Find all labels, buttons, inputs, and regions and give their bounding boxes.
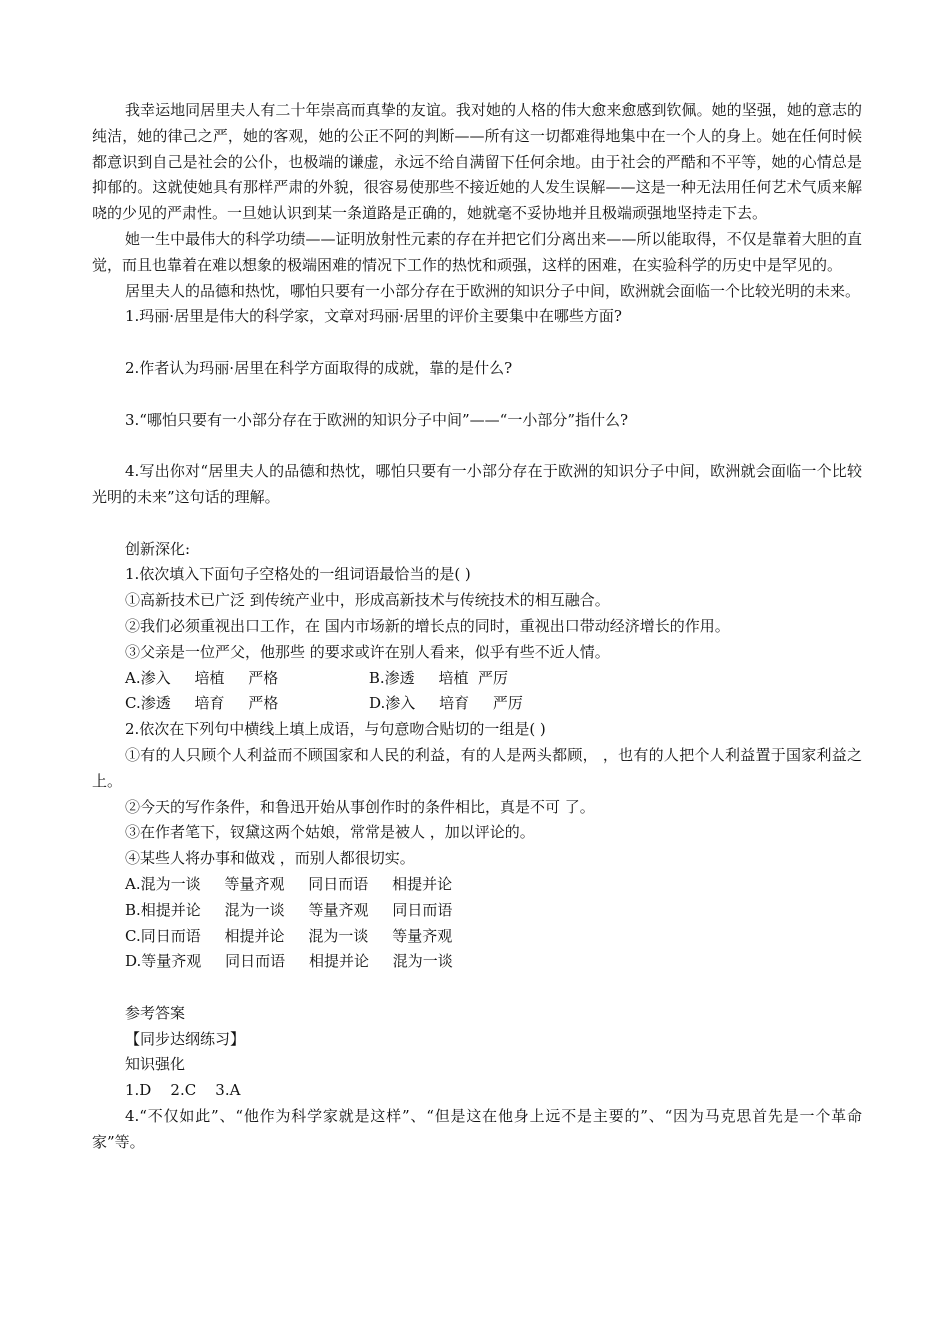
innovation-q1-options-ab: A.渗入 培植 严格 B.渗透 培植 严厉 (125, 668, 509, 687)
question-1: 1.玛丽·居里是伟大的科学家，文章对玛丽·居里的评价主要集中在哪些方面? (125, 307, 622, 326)
innovation-q1-options-cd: C.渗透 培育 严格 D.渗入 培育 严厉 (125, 694, 523, 713)
answers-heading: 参考答案 (125, 1003, 186, 1022)
innovation-q2-stem: 2.依次在下列句中横线上填上成语，与句意吻合贴切的一组是( ) (125, 720, 546, 739)
innovation-q2-item: ④某些人将办事和做戏 ，而别人都很切实。 (125, 849, 415, 868)
answer-space (92, 382, 862, 408)
answers-line-1: 1.D 2.C 3.A (125, 1081, 241, 1100)
innovation-heading: 创新深化: (125, 539, 191, 558)
innovation-q2-item: ①有的人只顾个人利益而不顾国家和人民的利益，有的人是两头都顾， ，也有的人把个人利益置于国家利益之上。 (92, 745, 862, 790)
question-2: 2.作者认为玛丽·居里在科学方面取得的成就，靠的是什么? (125, 358, 513, 377)
innovation-q1-item: ①高新技术已广泛 到传统产业中，形成高新技术与传统技术的相互融合。 (125, 591, 610, 610)
innovation-q1-item: ②我们必须重视出口工作，在 国内市场新的增长点的同时，重视出口带动经济增长的作用。 (125, 616, 730, 635)
innovation-q2-item: ②今天的写作条件，和鲁迅开始从事创作时的条件相比，真是不可 了。 (125, 797, 595, 816)
innovation-q2-option-c: C.同日而语 相提并论 混为一谈 等量齐观 (125, 926, 453, 945)
section-gap (92, 975, 862, 1001)
question-3: 3.“哪怕只要有一小部分存在于欧洲的知识分子中间”——“一小部分”指什么? (125, 410, 629, 429)
passage-paragraph-3: 居里夫人的品德和热忱，哪怕只要有一小部分存在于欧洲的知识分子中间，欧洲就会面临一个比较光明的未来。 (125, 281, 861, 300)
answers-section-title: 【同步达纲练习】 (125, 1029, 246, 1048)
answer-space (92, 433, 862, 459)
innovation-q1-stem: 1.依次填入下面句子空格处的一组词语最恰当的是( ) (125, 565, 471, 584)
section-gap (92, 511, 862, 537)
innovation-q2-option-b: B.相提并论 混为一谈 等量齐观 同日而语 (125, 900, 453, 919)
answers-subheading: 知识强化 (125, 1055, 186, 1074)
passage-paragraph-1: 我幸运地同居里夫人有二十年崇高而真挚的友谊。我对她的人格的伟大愈来愈感到钦佩。她的坚强，她的意志的纯洁，她的律己之严，她的客观，她的公正不阿的判断——所有这一切都难得地集中在一个人的身上。她在任何时候都意识到自己是社会的公仆，也极端的谦虚，永远不给自满留下任何余地。由于社会的严酷和不平等，她的心情总是抑郁的。这就使她具有那样严肃的外貌，很容易使那些不接近她的人发生误解——这是一种无法用任何艺术气质来解哓的少见的严肃性。一旦她认识到某一条道路是正确的，她就毫不妥协地并且极端顽强地坚持走下去。 (92, 101, 862, 223)
answer-space (92, 330, 862, 356)
answers-line-2: 4.“不仅如此”、“他作为科学家就是这样”、“但是这在他身上远不是主要的”、“因为马克思首先是一个革命家”等。 (92, 1107, 862, 1151)
document-body (92, 98, 862, 1156)
innovation-q2-option-d: D.等量齐观 同日而语 相提并论 混为一谈 (125, 952, 453, 971)
innovation-q1-item: ③父亲是一位严父，他那些 的要求或许在别人看来，似乎有些不近人情。 (125, 642, 610, 661)
passage-paragraph-2: 她一生中最伟大的科学功绩——证明放射性元素的存在并把它们分离出来——所以能取得，不仅是靠着大胆的直觉，而且也靠着在难以想象的极端困难的情况下工作的热忱和顽强，这样的困难，在实验科学的历史中是罕见的。 (92, 229, 862, 274)
innovation-q2-item: ③在作者笔下，钗黛这两个姑娘，常常是被人 ，加以评论的。 (125, 823, 535, 842)
innovation-q2-option-a: A.混为一谈 等量齐观 同日而语 相提并论 (125, 874, 453, 893)
question-4: 4.写出你对“居里夫人的品德和热忱，哪怕只要有一小部分存在于欧洲的知识分子中间，欧洲就会面临一个比较光明的未来”这句话的理解。 (92, 462, 862, 506)
